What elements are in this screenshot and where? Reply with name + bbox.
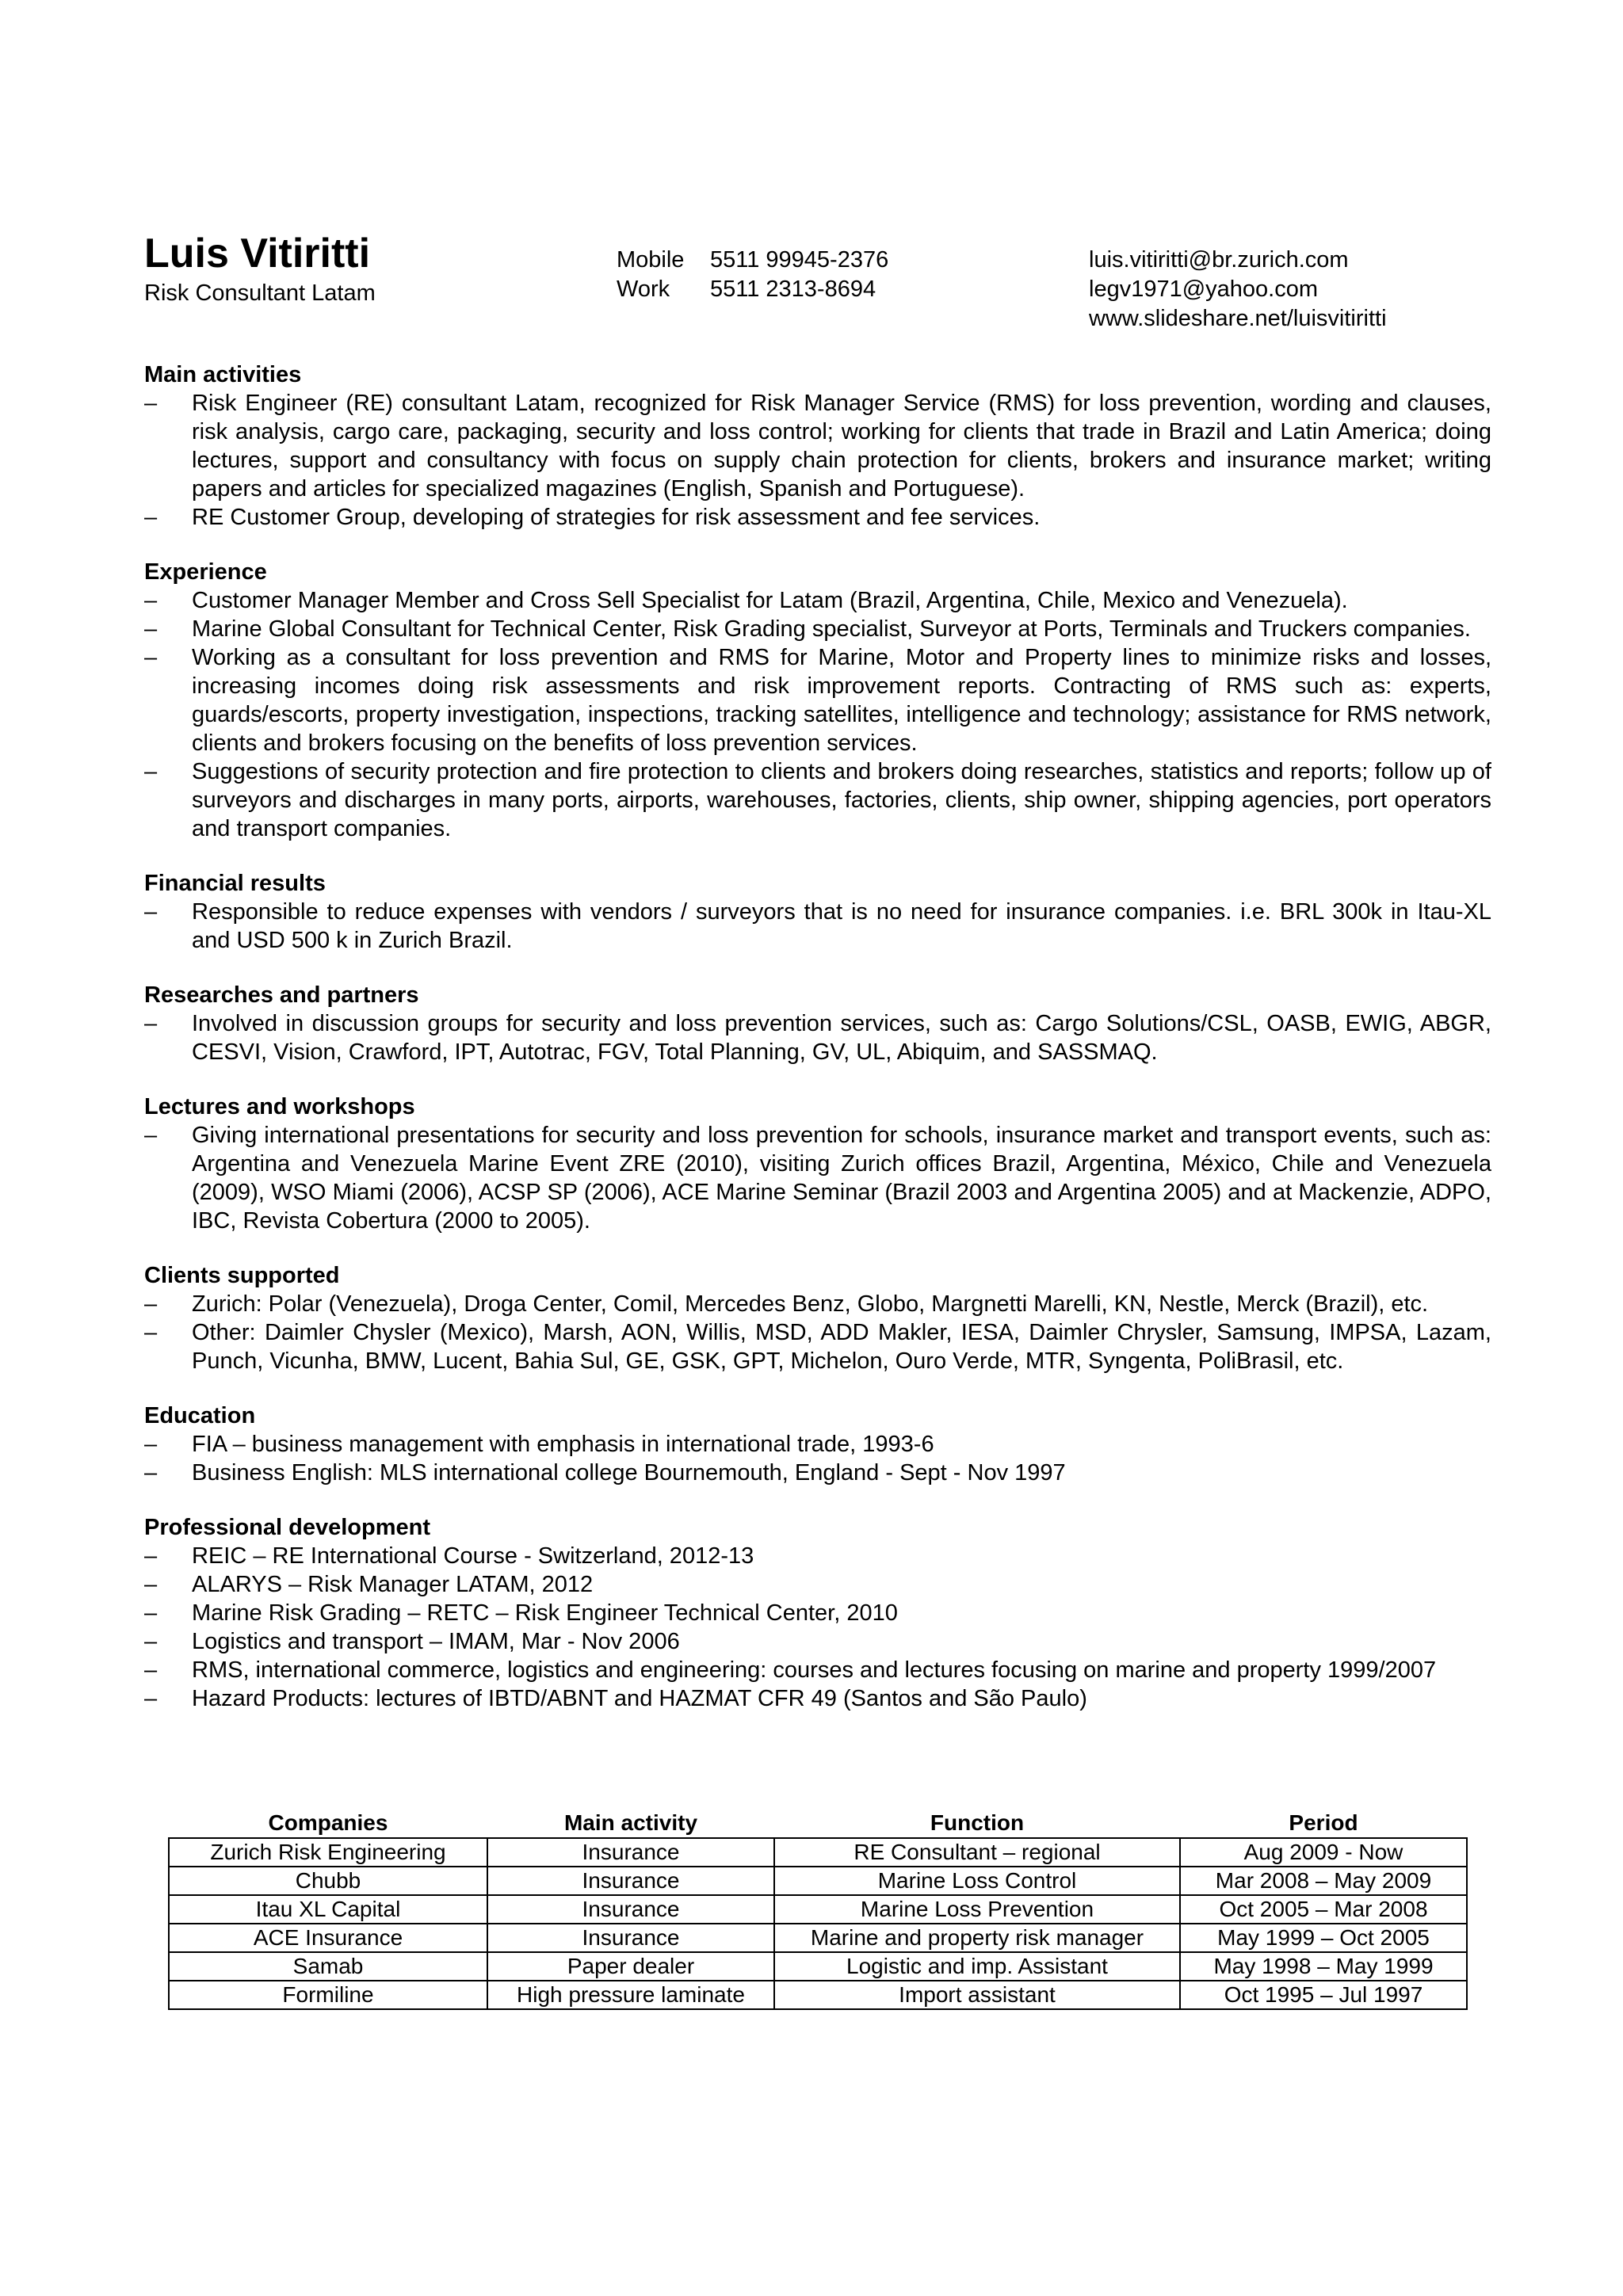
function-cell: RE Consultant – regional	[774, 1838, 1180, 1867]
slideshare-url: www.slideshare.net/luisvitiritti	[1089, 306, 1387, 331]
list-item	[144, 1656, 1491, 1684]
column-header-function: Function	[930, 1810, 1025, 1835]
list-item	[144, 503, 1491, 532]
list-item-text: Marine Risk Grading – RETC – Risk Engineer Technical Center, 2010	[192, 1600, 898, 1626]
phone-numbers	[710, 246, 888, 304]
list-item-text: REIC – RE International Course - Switzerland, 2012-13	[192, 1543, 754, 1569]
list-item-text: Working as a consultant for loss prevention and RMS for Marine, Motor and Property lines to minimize risks and losses, increasing incomes doing risk assessments and risk improvement reports. Contracting of RMS such as: experts, guards/escorts, property investigation, inspections, tracking satellites, intelligence and technology; assistance for RMS network, clients and brokers focusing on the benefits of loss prevention services.	[192, 645, 1491, 756]
company-cell: ACE Insurance	[169, 1924, 487, 1952]
list-item	[144, 1290, 1491, 1318]
section-title: Main activities	[144, 362, 302, 387]
list-item	[144, 1430, 1491, 1459]
list-item	[144, 389, 1491, 503]
list-item-text: Giving international presentations for security and loss prevention for schools, insurance market and transport events, such as: Argentina and Venezuela Marine Event ZRE (2010), visiting Zurich offices Brazil, Argentina, México, Chile and Venezuela (2009), WSO Miami (2006), ACSP SP (2006), ACE Marine Seminar (Brazil 2003 and Argentina 2005) and at Mackenzie, ADPO, IBC, Revista Cobertura (2000 to 2005).	[192, 1123, 1491, 1234]
column-header-period: Period	[1289, 1810, 1358, 1835]
dash-bullet-icon: –	[144, 1123, 158, 1148]
column-header-companies: Companies	[268, 1810, 388, 1835]
dash-bullet-icon: –	[144, 1320, 158, 1345]
list-item-text: Responsible to reduce expenses with vendors / surveyors that is no need for insurance companies. i.e. BRL 300k in Itau-XL and USD 500 k in Zurich Brazil.	[192, 899, 1491, 953]
list-item-text: ALARYS – Risk Manager LATAM, 2012	[192, 1572, 594, 1597]
list-item-text: Logistics and transport – IMAM, Mar - Nov 2006	[192, 1629, 680, 1654]
dash-bullet-icon: –	[144, 505, 158, 530]
list-item-text: Hazard Products: lectures of IBTD/ABNT and HAZMAT CFR 49 (Santos and São Paulo)	[192, 1686, 1087, 1711]
period-cell: May 1999 – Oct 2005	[1180, 1924, 1467, 1952]
list-item	[144, 1627, 1491, 1656]
period-cell: Mar 2008 – May 2009	[1180, 1867, 1467, 1895]
section-lectures-and-workshops	[144, 1093, 1491, 1235]
company-cell: Formiline	[169, 1981, 487, 2009]
section-title: Financial results	[144, 871, 326, 896]
table-row	[169, 1924, 1467, 1952]
jobs-table-body	[169, 1838, 1467, 2009]
dash-bullet-icon: –	[144, 1686, 158, 1711]
section-experience	[144, 558, 1491, 843]
table-row	[169, 1838, 1467, 1867]
table-row	[169, 1895, 1467, 1924]
section-item-list	[144, 586, 1491, 843]
main-activity-cell: High pressure laminate	[487, 1981, 774, 2009]
list-item-text: Business English: MLS international college Bournemouth, England - Sept - Nov 1997	[192, 1460, 1066, 1486]
main-activity-cell: Insurance	[487, 1838, 774, 1867]
dash-bullet-icon: –	[144, 1600, 158, 1626]
list-item-text: Zurich: Polar (Venezuela), Droga Center, Comil, Mercedes Benz, Globo, Margnetti Marelli, KN, Nestle, Merck (Brazil), etc.	[192, 1291, 1429, 1317]
dash-bullet-icon: –	[144, 1460, 158, 1486]
list-item-text: RE Customer Group, developing of strategies for risk assessment and fee services.	[192, 505, 1041, 530]
period-cell: Oct 1995 – Jul 1997	[1180, 1981, 1467, 2009]
section-professional-development	[144, 1513, 1491, 1713]
jobs-table-wrapper	[168, 1808, 1468, 2010]
list-item-text: Marine Global Consultant for Technical Center, Risk Grading specialist, Surveyor at Ports, Terminals and Truckers companies.	[192, 616, 1471, 642]
resume-sections	[144, 360, 1491, 1739]
table-row	[169, 1981, 1467, 2009]
person-name: Luis Vitiritti	[144, 231, 371, 277]
list-item	[144, 1318, 1491, 1375]
list-item-text: RMS, international commerce, logistics and engineering: courses and lectures focusing on marine and property 1999/2007	[192, 1657, 1437, 1683]
company-cell: Chubb	[169, 1867, 487, 1895]
list-item-text: FIA – business management with emphasis in international trade, 1993-6	[192, 1432, 934, 1457]
list-item-text: Involved in discussion groups for security and loss prevention services, such as: Cargo Solutions/CSL, OASB, EWIG, ABGR, CESVI, Vision, Crawford, IPT, Autotrac, FGV, Total Planning, GV, UL, Abiquim, and SASSMAQ.	[192, 1011, 1491, 1065]
period-cell: Oct 2005 – Mar 2008	[1180, 1895, 1467, 1924]
section-item-list	[144, 1121, 1491, 1235]
list-item	[144, 1684, 1491, 1713]
resume-header	[144, 230, 1491, 341]
dash-bullet-icon: –	[144, 645, 158, 670]
list-item-text: Customer Manager Member and Cross Sell Specialist for Latam (Brazil, Argentina, Chile, Mexico and Venezuela).	[192, 588, 1348, 613]
company-cell: Itau XL Capital	[169, 1895, 487, 1924]
period-cell: May 1998 – May 1999	[1180, 1952, 1467, 1981]
column-header-main-activity: Main activity	[563, 1810, 698, 1835]
mobile-label: Mobile	[617, 247, 685, 273]
list-item	[144, 1009, 1491, 1066]
list-item-text: Risk Engineer (RE) consultant Latam, recognized for Risk Manager Service (RMS) for loss prevention, wording and clauses, risk analysis, cargo care, packaging, security and loss control; working for clients that trade in Brazil and Latin America; doing lectures, support and consultancy with focus on supply chain protection for clients, brokers and insurance market; writing papers and articles for specialized magazines (English, Spanish and Portuguese).	[192, 391, 1491, 502]
section-education	[144, 1402, 1491, 1487]
section-title: Researches and partners	[144, 982, 419, 1008]
section-item-list	[144, 1542, 1491, 1713]
section-item-list	[144, 1290, 1491, 1375]
list-item-text: Suggestions of security protection and fire protection to clients and brokers doing researches, statistics and reports; follow up of surveyors and discharges in many ports, airports, warehouses, factories, clients, ship owner, shipping agencies, port operators and transport companies.	[192, 759, 1491, 841]
dash-bullet-icon: –	[144, 1572, 158, 1597]
list-item	[144, 586, 1491, 615]
section-title: Professional development	[144, 1515, 430, 1540]
dash-bullet-icon: –	[144, 1291, 158, 1317]
function-cell: Marine and property risk manager	[774, 1924, 1180, 1952]
mobile-number: 5511 99945-2376	[710, 247, 889, 273]
list-item	[144, 757, 1491, 843]
dash-bullet-icon: –	[144, 1629, 158, 1654]
list-item	[144, 898, 1491, 955]
section-financial-results	[144, 869, 1491, 955]
list-item	[144, 1121, 1491, 1235]
section-main-activities	[144, 360, 1491, 532]
dash-bullet-icon: –	[144, 899, 158, 925]
dash-bullet-icon: –	[144, 759, 158, 784]
section-researches-and-partners	[144, 981, 1491, 1066]
list-item	[144, 615, 1491, 643]
section-title: Education	[144, 1403, 256, 1428]
section-item-list	[144, 1009, 1491, 1066]
main-activity-cell: Paper dealer	[487, 1952, 774, 1981]
table-row	[169, 1867, 1467, 1895]
function-cell: Import assistant	[774, 1981, 1180, 2009]
dash-bullet-icon: –	[144, 1011, 158, 1036]
company-cell: Zurich Risk Engineering	[169, 1838, 487, 1867]
company-cell: Samab	[169, 1952, 487, 1981]
dash-bullet-icon: –	[144, 588, 158, 613]
section-item-list	[144, 898, 1491, 955]
jobs-table-header-row	[169, 1808, 1467, 1838]
function-cell: Marine Loss Control	[774, 1867, 1180, 1895]
function-cell: Logistic and imp. Assistant	[774, 1952, 1180, 1981]
work-email: luis.vitiritti@br.zurich.com	[1089, 247, 1349, 273]
main-activity-cell: Insurance	[487, 1895, 774, 1924]
section-item-list	[144, 389, 1491, 532]
section-item-list	[144, 1430, 1491, 1487]
list-item-text: Other: Daimler Chysler (Mexico), Marsh, AON, Willis, MSD, ADD Makler, IESA, Daimler Chrysler, Samsung, IMPSA, Lazam, Punch, Vicunha, BMW, Lucent, Bahia Sul, GE, GSK, GPT, Michelon, Ouro Verde, MTR, Syngenta, PoliBrasil, etc.	[192, 1320, 1491, 1374]
section-title: Lectures and workshops	[144, 1094, 415, 1119]
list-item	[144, 1542, 1491, 1570]
list-item	[144, 1599, 1491, 1627]
section-clients-supported	[144, 1261, 1491, 1375]
dash-bullet-icon: –	[144, 391, 158, 416]
work-number: 5511 2313-8694	[710, 277, 876, 302]
personal-email: legv1971@yahoo.com	[1089, 277, 1319, 302]
list-item	[144, 1459, 1491, 1487]
dash-bullet-icon: –	[144, 1543, 158, 1569]
period-cell: Aug 2009 - Now	[1180, 1838, 1467, 1867]
list-item	[144, 643, 1491, 757]
section-title: Clients supported	[144, 1263, 340, 1288]
section-title: Experience	[144, 559, 267, 585]
main-activity-cell: Insurance	[487, 1867, 774, 1895]
dash-bullet-icon: –	[144, 1657, 158, 1683]
job-title: Risk Consultant Latam	[144, 280, 376, 306]
phone-labels	[617, 246, 684, 304]
table-row	[169, 1952, 1467, 1981]
dash-bullet-icon: –	[144, 1432, 158, 1457]
work-label: Work	[617, 277, 670, 302]
jobs-table	[168, 1808, 1468, 2010]
dash-bullet-icon: –	[144, 616, 158, 642]
function-cell: Marine Loss Prevention	[774, 1895, 1180, 1924]
list-item	[144, 1570, 1491, 1599]
main-activity-cell: Insurance	[487, 1924, 774, 1952]
online-contacts	[1089, 246, 1387, 334]
